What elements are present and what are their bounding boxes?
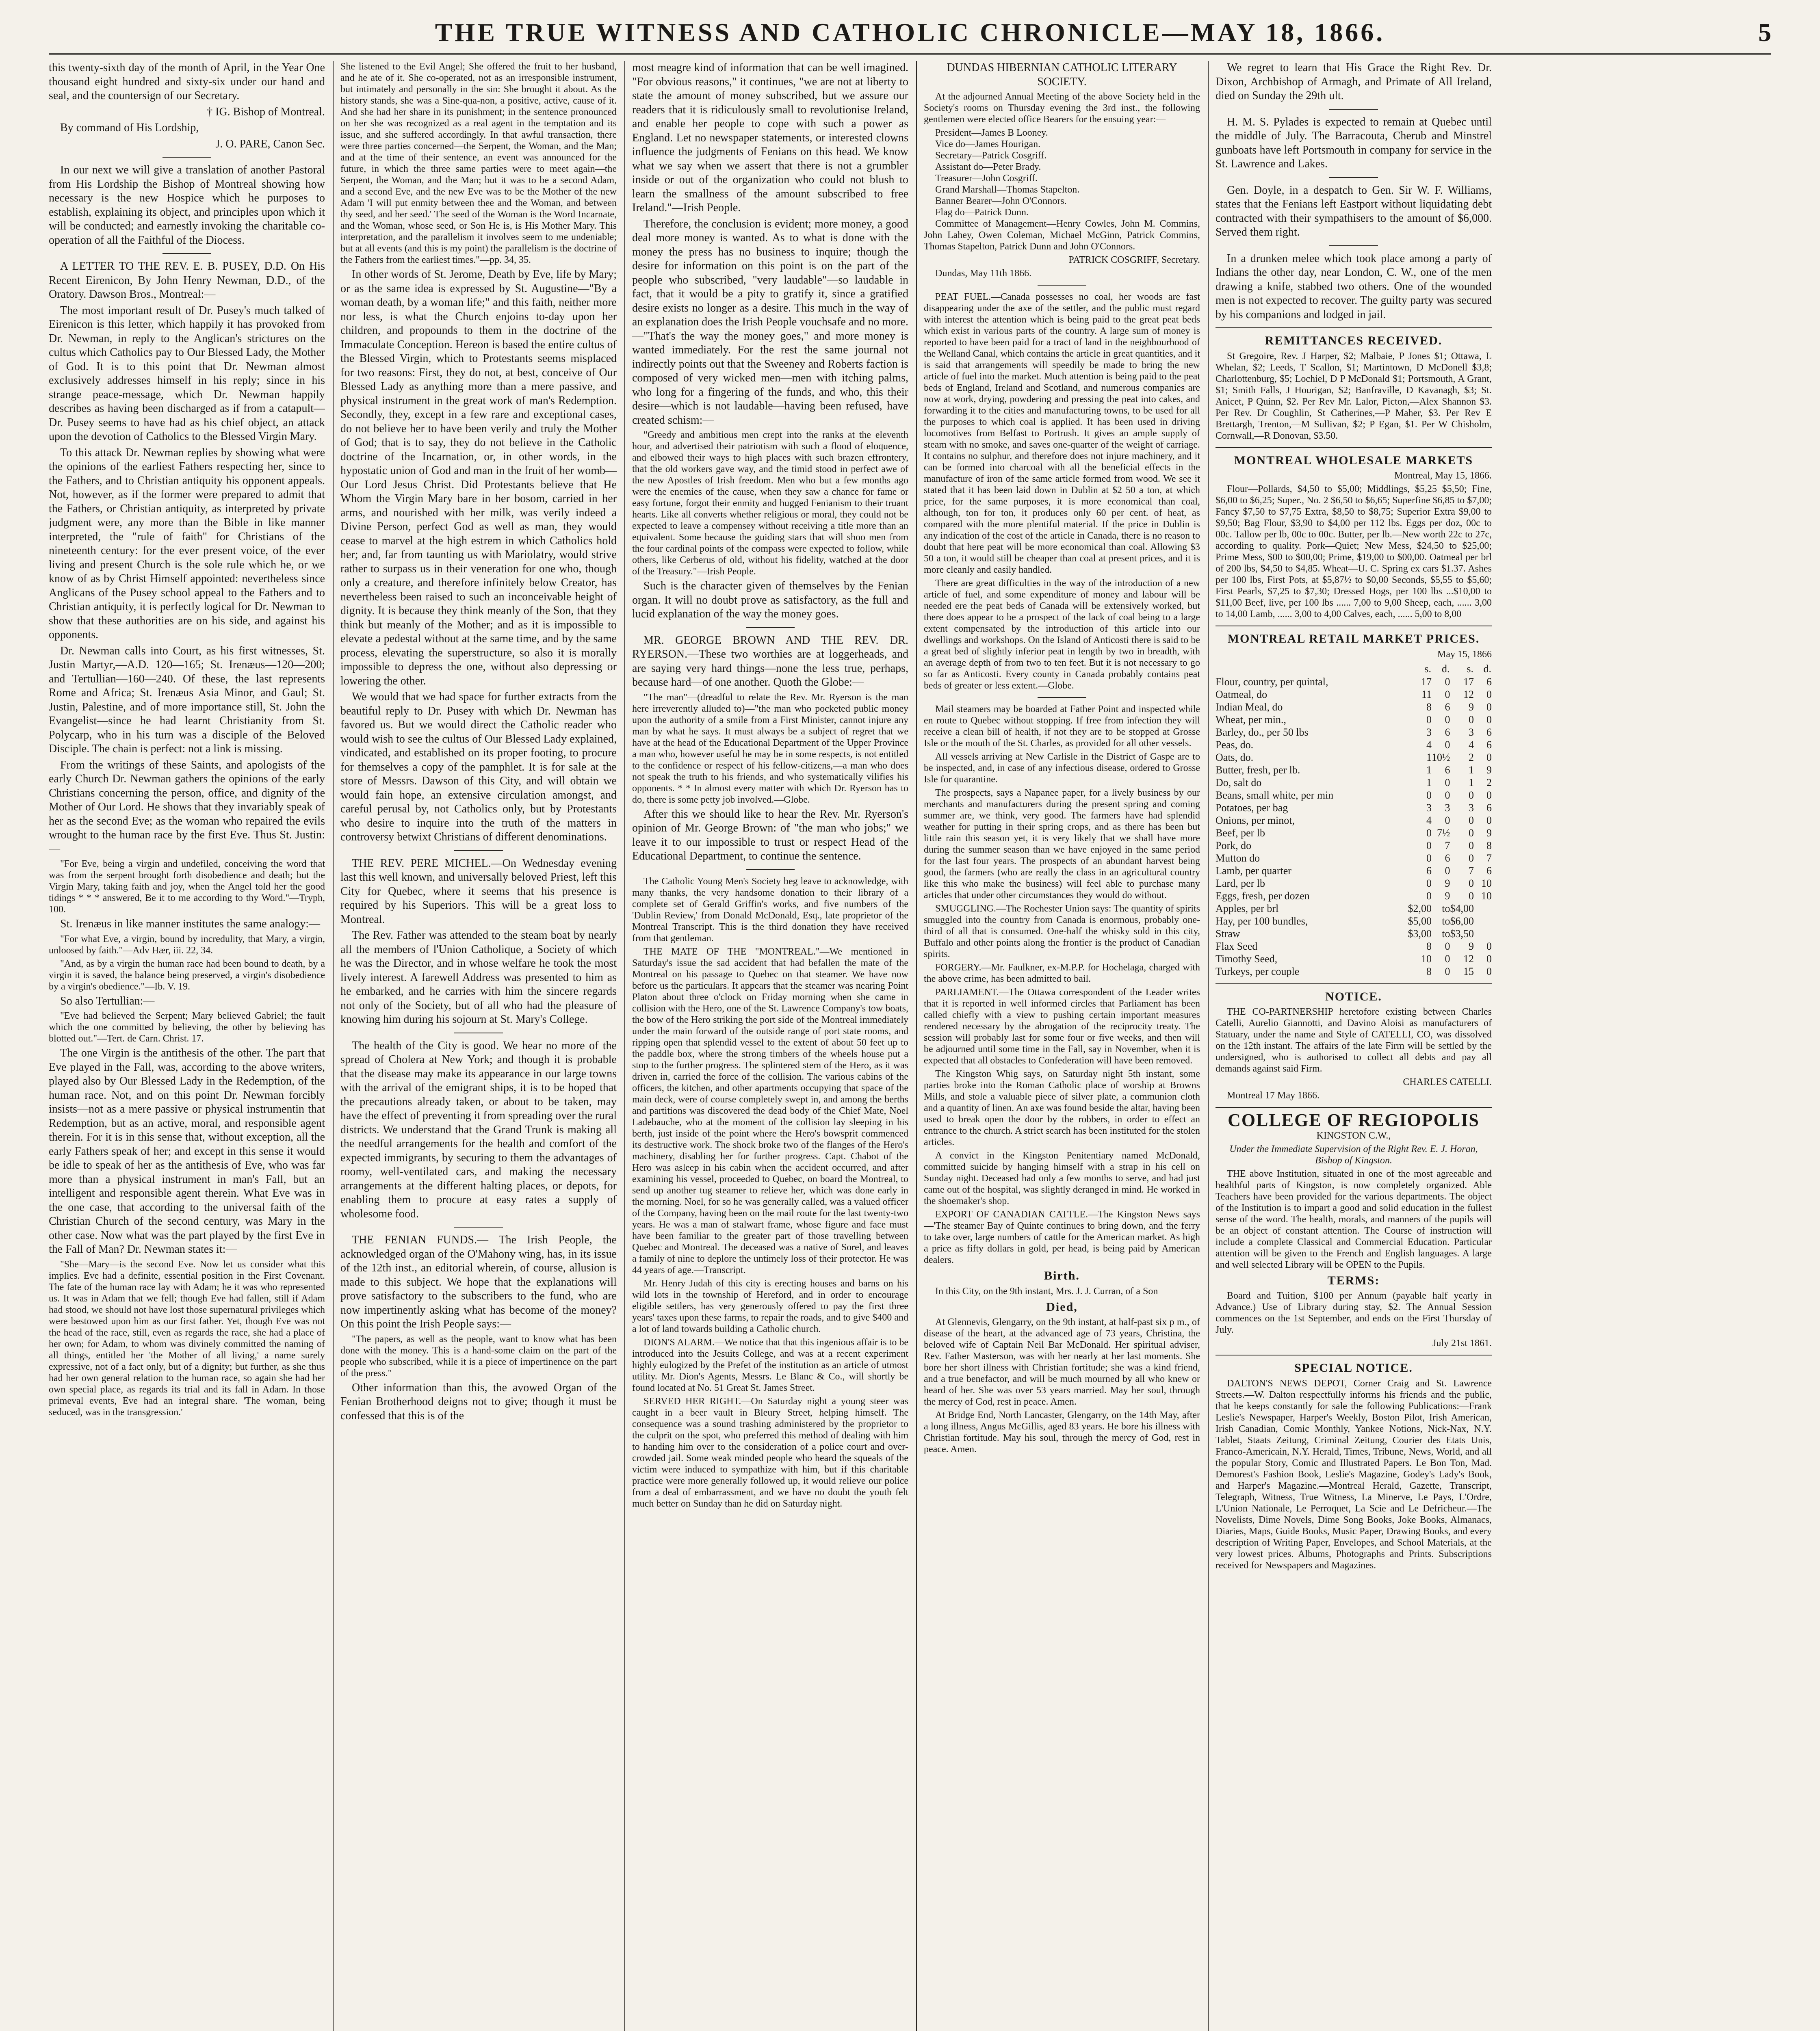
retail-heading: MONTREAL RETAIL MARKET PRICES. — [1227, 632, 1480, 645]
college-text: THE above Institution, situated in one of the most agreeable and healthful parts of Kingston, is now completely organized. Able Teachers have been provided for the various departments. The object of the Institution is to impart a good and solid education in the fullest sense of the word. The health, morals, and manners of the pupils will be an object of constant attention. The Course of instruction will include a complete Classical and Commercial Education. Particular attention will be given to the French and English languages. A large and well selected Library will be OPEN to the Pupils. — [1216, 1168, 1492, 1270]
brown-heading: MR. GEORGE BROWN AND THE REV. DR. RYERSON. — [632, 634, 908, 660]
retail-item: Mutton do — [1216, 852, 1260, 864]
retail-item: Lard, per lb — [1216, 877, 1265, 889]
retail-value: 8 — [1486, 839, 1492, 851]
retail-value: to — [1442, 915, 1450, 927]
table-row — [1216, 688, 1492, 701]
retail-value: 6 — [1445, 852, 1450, 864]
retail-item: Eggs, fresh, per dozen — [1216, 890, 1310, 902]
table-row — [1216, 890, 1492, 902]
retail-value: 6 — [1445, 726, 1450, 738]
death-notice: At Glennevis, Glengarry, on the 9th instant, at half-past six p m., of disease of the heart, at the advanced age of 73 years, Christina, the beloved wife of Captain Neil Bar McDonald. Her spiritual adviser, Rev. Father Masterson, was with her nearly at her last moments. She bore her short illness with Christian fortitude; she was a kind friend, and a true benefactor, and will be much mourned by all who knew or heard of her. She was over 53 years married. May her soul, through the mercy of God, rest in peace. Amen. — [924, 1317, 1200, 1407]
article-paragraph: Dr. Newman calls into Court, as his first witnesses, St. Justin Martyr,—A.D. 120—165; St. Irenæus—120—200; and Tertullian—160—240. Of these, the last represents Rome and Africa; St. Irenæus Asia Minor, and Gaul; St. Justin, Palestine, and of more importance still, St. John the Evangelist—since he had learnt Christianity from St. Polycarp, who in his turn was a disciple of the Beloved Disciple. The chain is perfect: not a link is missing. — [49, 644, 325, 755]
retail-item: Potatoes, per bag — [1216, 801, 1288, 814]
retail-value — [1474, 915, 1492, 927]
notice-signature: CHARLES CATELLI. — [1403, 1077, 1492, 1087]
retail-value: 2 — [1486, 776, 1492, 788]
table-row — [1216, 738, 1492, 751]
quotation: "The papers, as well as the people, want to know what has been done with the money. This is a hand-some claim on the part of the people who subscribed, while it is a piece of impertinence on the part of the press." — [340, 1334, 617, 1379]
article-paragraph: To this attack Dr. Newman replies by showing what were the opinions of the earliest Fathers respecting her, since to the Fathers, and to Christian antiquity his opponent appeals. Not, however, as if the former were prepared to admit that the Fathers, or Christian antiquity, as interpreted by private judgment were, any more than the Bible in like manner interpreted, the "rule of faith" for Christians of the nineteenth century: for the ever present voice, of the ever living and present Church is the sole rule which he, or we know of as by Christ Himself appointed: nevertheless since Anglicans of the Pusey school appeal to the Fathers and to Christian antiquity, it is perfectly logical for Dr. Newman to show that these authorities are on his side, and against his opponents. — [49, 446, 325, 641]
committee: Committee of Management—Henry Cowles, John M. Commins, John Lahey, Owen Coleman, Michael McGinn, Patrick Commins, Thomas Stapelton, Patrick Dunn and John O'Connors. — [924, 219, 1200, 252]
retail-item: Beans, small white, per min — [1216, 789, 1334, 801]
retail-value: 9 — [1469, 701, 1474, 713]
officer: President—James B Looney. — [935, 128, 1048, 138]
retail-item: Indian Meal, do — [1216, 701, 1283, 713]
smuggling-item: SMUGGLING.—The Rochester Union says: The quantity of spirits smuggled into the country from Canada is enormous, probably one-third of all that is consumed. One-half the whisky sold in this city, Buffalo and other points along the frontier is the product of Canadian spirits. — [924, 903, 1200, 959]
column-rule — [333, 61, 334, 2031]
retail-value: 4 — [1426, 738, 1432, 751]
table-row — [1216, 827, 1492, 839]
retail-value: 0 — [1486, 940, 1492, 952]
retail-value: 1 — [1426, 776, 1432, 788]
retail-value: to — [1442, 927, 1450, 940]
retail-date: May 15, 1866 — [1437, 649, 1492, 660]
retail-value: 12 — [1463, 688, 1474, 700]
retail-table — [1216, 662, 1492, 978]
officer: Flag do—Patrick Dunn. — [935, 207, 1029, 218]
divider — [162, 157, 211, 158]
divider — [1216, 447, 1492, 448]
news-item: In a drunken melee which took place among a party of Indians the other day, near London, C. W., one of the men drawing a knife, stabbed two others. One of the wounded men is not expected to recover. The guilty party was secured by his companions and lodged in jail. — [1216, 252, 1492, 321]
retail-value: 0 — [1445, 864, 1450, 877]
table-row — [1216, 776, 1492, 789]
retail-item: Apples, per brl — [1216, 902, 1279, 914]
retail-value: 6 — [1426, 864, 1432, 877]
retail-item: Pork, do — [1216, 839, 1252, 851]
retail-item: Do, salt do — [1216, 776, 1262, 788]
retail-value: 0 — [1469, 789, 1474, 801]
retail-value: 15 — [1463, 965, 1474, 977]
retail-value: 3 — [1426, 801, 1432, 814]
death-notice: At Bridge End, North Lancaster, Glengarry, on the 14th May, after a long illness, Angus McGillis, aged 83 years. He bore his illness with Christian fortitude. May his soul, through the mercy of God, rest in peace. Amen. — [924, 1410, 1200, 1455]
fenian-item — [340, 1233, 617, 1332]
retail-value: 1 — [1469, 776, 1474, 788]
table-row — [1216, 915, 1492, 927]
news-item: Gen. Doyle, in a despatch to Gen. Sir W. F. Williams, states that the Fenians left Eastport without liquidating debt contracted with their sympathisers to the amount of $6,000. Served them right. — [1216, 184, 1492, 238]
column-rule — [624, 61, 625, 2031]
retail-item: Hay, per 100 bundles, — [1216, 915, 1308, 927]
convict-item: A convict in the Kingston Penitentiary named McDonald, committed suicide by hanging himself with a strap in his cell on Sunday night. Deceased had only a few months to serve, and had just came out of the hospital, was slightly deranged in mind. He worked in the shoemaker's shop. — [924, 1150, 1200, 1206]
retail-item: Flour, country, per quintal, — [1216, 676, 1328, 688]
retail-value: 8 — [1426, 701, 1432, 713]
pusey-heading: A LETTER TO THE REV. E. B. PUSEY, D.D. On His Recent Eirenicon, By John Henry Newman, D.D., of the Oratory. Dawson Bros., Montreal:— — [49, 260, 325, 301]
quotation: "And, as by a virgin the human race had been bound to death, by a virgin it is saved, the balance being preserved, a virgin's disobedience by a virgin's obedience."—Ib. V. 19. — [49, 958, 325, 992]
forgery-item: FORGERY.—Mr. Faulkner, ex-M.P.P. for Hochelaga, charged with the above crime, has been admitted to bail. — [924, 962, 1200, 984]
retail-value: 1 — [1469, 764, 1474, 776]
quotation: "The man"—(dreadful to relate the Rev. Mr. Ryerson is the man here irreverently alluded to)—"the man who pocketed public money upon the authority of a smile from a First Minister, cannot injure any man by what he says. It must always be a subject of regret that we have at the head of the Educational Department of the Upper Province a man who, however useful he may be in some respects, is not entitled to the confidence or respect of his fellow-citizens,—a man who does not speak the truth to his friends, and who systematically vilifies his opponents. * * In almost every matter with which Dr. Ryerson has to do, there is some petty job involved.—Globe. — [632, 692, 908, 805]
officer: Vice do—James Hourigan. — [935, 139, 1041, 149]
table-row — [1216, 877, 1492, 890]
article-paragraph: Other information than this, the avowed Organ of the Fenian Brotherhood deigns not to give; though it must be confessed that this is of the — [340, 1381, 617, 1422]
retail-value: 17 — [1463, 676, 1474, 688]
retail-value: 0 — [1426, 827, 1432, 839]
judah-item: Mr. Henry Judah of this city is erecting houses and barns on his wild lots in the township of Hereford, and in order to encourage eligible settlers, has very generously offered to pay the first three years' taxes upon these farms, to repair the roads, and to give $400 and a lot of land towards building a Catholic church. — [632, 1278, 908, 1334]
notice-heading: NOTICE. — [1325, 990, 1382, 1003]
retail-value: 6 — [1486, 738, 1492, 751]
article-paragraph: From the writings of these Saints, and apologists of the early Church Dr. Newman gathers the opinions of the early Christians concerning the person, office, and dignity of the Mother of Our Lord. He shows that they invariably speak of her as the second Eve; as the woman who repaired the evils wrought to the human race by the first Eve. Thus St. Justin:— — [49, 758, 325, 855]
dion-item: DION'S ALARM.—We notice that that this ingenious affair is to be introduced into the Jesuits College, and was at a recent experiment highly eulogized by the Prefet of the institution as an article of utmost utility. Mr. Dion's Agents, Messrs. Le Blanc & Co., will shortly be found located at No. 51 Great St. James Street. — [632, 1337, 908, 1393]
divider — [1216, 983, 1492, 984]
retail-value: 4 — [1469, 738, 1474, 751]
retail-value: 0 — [1426, 839, 1432, 851]
article-paragraph: St. Irenæus in like manner institutes the same analogy:— — [60, 918, 320, 930]
retail-value: 9 — [1445, 890, 1450, 902]
retail-value: 0 — [1445, 713, 1450, 725]
retail-value: 3 — [1469, 801, 1474, 814]
retail-value: 0 — [1486, 965, 1492, 977]
column-header: s. — [1424, 663, 1431, 675]
retail-value: $4,00 — [1450, 902, 1474, 914]
divider — [162, 253, 211, 254]
retail-value: 0 — [1445, 940, 1450, 952]
article-paragraph: In other words of St. Jerome, Death by Eve, life by Mary; or as the same idea is expressed by St. Augustine—"By a woman death, by a woman life;" and this faith, neither more nor less, is what the Church enjoins to-day upon her children, and propounds to them in the doctrine of the Immaculate Conception. Hereon is based the entire cultus of the Blessed Virgin, which to Protestants seems misplaced for two reasons: First, they do not, at best, conceive of Our Blessed Lady as anything more than a mere passive, and physical instrument in the great work of man's Redemption. Secondly, they, except in a few rare and exceptional cases, do not believe her to have been verily and truly the Mother of God; that is to say, they do not believe in the Catholic doctrine of the Incarnation, or, in other words, in the hypostatic union of God and man in the fruit of her womb—Our Lord Jesus Christ. Did Protestants believe that He Whom the Virgin Mary bare in her bosom, carried in her arms, and nourished with her milk, was verily indeed a Divine Person, perfect God as well as man, they would cease to marvel at the high estrem in which Catholics hold her; and, far from taunting us with Mariolatry, would strive rather to surpass us in their veneration for one who, though only a creature, and therefore infinitely below Creator, has nevertheless been raised to such an inconceivable height of dignity. It is because they think meanly of the Son, that they think but meanly of the Mother; and as it is impossible to elevate a pedestal without at the same time, and by the same process, elevating the superstructure, so also it is morally impossible to depress the one, without also depressing or lowering the other. — [340, 268, 617, 687]
officer: Banner Bearer—John O'Connors. — [935, 196, 1067, 206]
parliament-item: PARLIAMENT.—The Ottawa correspondent of the Leader writes that it is reported in well informed circles that Parliament has been called chiefly with a view to pushing certain important measures rendered necessary by the abrogation of the reciprocity treaty. The session will probably last for some four or five weeks, and then will be adjourned until some time in the Fall, say in November, when it is expected that all obstacles to Confederation will have been removed. — [924, 987, 1200, 1066]
article-paragraph: The Rev. Father was attended to the steam boat by nearly all the members of l'Union Catholique, a Society of which he was the Director, and in whose welfare he took the most lively interest. A farewell Address was presented to him as he embarked, and he carries with him the sincere regards not only of the Society, but of all who had the pleasure of knowing him during his sojourn at St. Mary's College. — [340, 929, 617, 1026]
retail-item: Butter, fresh, per lb. — [1216, 764, 1300, 776]
table-row — [1216, 801, 1492, 814]
retail-value: $5,00 — [1408, 915, 1432, 927]
retail-item: Straw — [1216, 927, 1240, 940]
retail-value: 9 — [1469, 940, 1474, 952]
divider — [1216, 1107, 1492, 1108]
table-row — [1216, 676, 1492, 688]
retail-value: 0 — [1445, 738, 1450, 751]
retail-item: Beef, per lb — [1216, 827, 1265, 839]
column-5-inner — [1216, 61, 1492, 1573]
retail-value: 6 — [1445, 764, 1450, 776]
retail-value: 3 — [1445, 801, 1450, 814]
notice-text: THE CO-PARTNERSHIP heretofore existing between Charles Catelli, Aurelio Giannotti, and Davino Aloisi as manufacturers of Statuary, under the name and Style of CATELLI, CO, was dissolved on the 12th instant. The affairs of the late Firm will be settled by the undersigned, who is authorised to collect all debts and pay all demands against said Firm. — [1216, 1007, 1492, 1074]
retail-value — [1474, 927, 1492, 940]
officer: Secretary—Patrick Cosgriff. — [935, 150, 1047, 161]
page-number: 5 — [1758, 18, 1771, 47]
hospice-notice: In our next we will give a translation of another Pastoral from His Lordship the Bishop of Montreal showing how necessary is the new Hospice which he purposes to establish, explaining its object, and principles upon which it will be conducted; and earnestly invoking the charitable co-operation of all the Faithful of the Diocess. — [49, 164, 325, 247]
divider — [746, 627, 795, 628]
retail-value: 3 — [1426, 726, 1432, 738]
table-row — [1216, 764, 1492, 776]
retail-value: 10 — [1481, 877, 1492, 889]
mate-article: THE MATE OF THE "MONTREAL."—We mentioned in Saturday's issue the sad accident that had befallen the mate of the Montreal on his passage to Quebec on that steamer. We have now before us the particulars. It appears that the steamer was nearing Point Platon about three o'clock on Friday morning when she came in collision with the Hero, one of the St. Lawrence Company's tow boats, the bow of the Hero striking the port side of the Montreal immediately under the main forward of the outside range of port state rooms, and ripping open that splendid vessel to the extent of about 50 feet up to the paddle box, where the strong timbers of the wheels house put a stop to the further progress. The splintered stem of the Hero, as it was driven in, carried the force of the collision. The various cabins of the officers, the kitchen, and other apartments occupying that space of the main deck, were of course completely swept in, and among the berths and partitions was discovered the dead body of the Chief Mate, Noel Ladebauche, who at the moment of the collision lay sleeping in his berth, just inside of the point where the Hero's bowsprit commenced its destructive work. The shock broke two of the flanges of the Hero's machinery, disabling her for further progress. Capt. Chabot of the Hero was asleep in his cabin when the accident occurred, and after examining his vessel, proceeded to Quebec, on board the Montreal, to send up another tug steamer to relieve her, which was done early in the morning. Noel, for so he was generally called, was a valued officer of the Company, having been on the mail route for the last twenty-two years. He was a man of stalwart frame, whose figure and face must have been familiar to the greater part of those travelling between Quebec and Montreal. The deceased was a native of Sorel, and leaves a family of nine to deplore the untimely loss of their protector. He was 44 years of age.—Transcript. — [632, 946, 908, 1275]
retail-item: Oats, do. — [1216, 751, 1254, 763]
column-3 — [632, 61, 908, 2031]
retail-value: 10½ — [1432, 751, 1450, 763]
divider — [1329, 177, 1378, 178]
retail-value: 0 — [1445, 688, 1450, 700]
special-text: DALTON'S NEWS DEPOT, Corner Craig and St. Lawrence Streets.—W. Dalton respectfully informs his friends and the public, that he keeps constantly for sale the following Publications:—Frank Leslie's Newspaper, Harper's Weekly, Boston Pilot, Irish American, Irish Canadian, Comic Monthly, Yankee Notions, Nick-Nax, N.Y. Tablet, Staats Zeitung, Criminal Zeitung, Courier des Etats Unis, Franco-Americain, N.Y. Herald, Times, Tribune, News, World, and all the popular Story, Comic and Illustrated Papers. Le Bon Ton, Mad. Demorest's Fashion Book, Leslie's Magazine, Godey's Lady's Book, and Harper's Magazine.—Montreal Herald, Gazette, Transcript, Telegraph, Witness, True Witness, La Minerve, Le Pays, L'Ordre, L'Union Nationale, Le Perroquet, La Scie and Le Defricheur.—The Novelists, Dime Novels, Dime Song Books, Joke Books, Almanacs, Diaries, Maps, Guide Books, Music Paper, Drawing Books, and every description of Writing Paper, Envelopes, and School Materials, at the very lowest prices. Albums, Photographs and Prints. Subscriptions received for Newspapers and Magazines. — [1216, 1378, 1492, 1571]
retail-value: 6 — [1486, 864, 1492, 877]
retail-value: 2 — [1469, 751, 1474, 763]
table-row — [1216, 713, 1492, 726]
column-header: s. — [1467, 663, 1473, 675]
retail-value: 0 — [1486, 953, 1492, 965]
column-1 — [49, 61, 325, 2031]
wholesale-date: Montreal, May 15, 1866. — [1394, 470, 1492, 481]
retail-value: 0 — [1486, 713, 1492, 725]
peat-article-2: There are great difficulties in the way of the introduction of a new article of fuel, and some expenditure of money and labour will be needed ere the peat beds of Canada will be extensively worked, but there does appear to be a prospect of the lack of coal being to a large extent compensated by the introduction of this article into our dwellings and workshops. On the Island of Anticosti there is said to be a great bed of slightly inferior peat in length by two in breadth, with an average depth of from two to ten feet. But it is not necessary to go so far as Anticosti. Every county in Canada probably contains peat beds of greater or less extent.—Globe. — [924, 578, 1200, 691]
retail-value: 0 — [1486, 701, 1492, 713]
article-paragraph: The one Virgin is the antithesis of the other. The part that Eve played in the Fall, was, according to the above writers, played also by Our Blessed Lady in the Redemption, of the human race. Not, and on this point Dr. Newman forcibly insists—not as a mere passive or physical instrumentin that Redemption, but as an active, moral, and responsible agent therein. For it is in this sense that, without exception, all the early Fathers speak of her; and except in this sense it would be idle to speak of her as the antithesis of Eve, who was far more than a physical instrument in man's Fall, but an intelligent and responsible agent therein. What Eve was in the one case, that according to the universal faith of the Christian Church of the second century, was Mary in the other case. Now what was the part played by the first Eve in the Fall of Man? Dr. Newman states it:— — [49, 1047, 325, 1256]
remittances-heading: REMITTANCES RECEIVED. — [1265, 334, 1443, 347]
retail-value: 0 — [1445, 814, 1450, 826]
retail-value: 10 — [1421, 953, 1432, 965]
columns — [49, 61, 1771, 2031]
table-row — [1216, 751, 1492, 764]
quotation: "For what Eve, a virgin, bound by incredulity, that Mary, a virgin, unloosed by faith."—Adv Hær, iii. 22, 34. — [49, 933, 325, 956]
wholesale-heading: MONTREAL WHOLESALE MARKETS — [1234, 453, 1473, 467]
terms-heading: TERMS: — [1327, 1273, 1380, 1287]
retail-item: Onions, per minot, — [1216, 814, 1295, 826]
retail-value: 7 — [1486, 852, 1492, 864]
retail-value: 0 — [1445, 676, 1450, 688]
quotation: "Eve had believed the Serpent; Mary believed Gabriel; the fault which the one committed by believing, the other by believing has blotted out."—Tert. de Carn. Christ. 17. — [49, 1011, 325, 1044]
quotation: She listened to the Evil Angel; She offered the fruit to her husband, and he ate of it. She co-operated, not as an irresponsible instrument, but intimately and personally in the sin: She brought it about. As the history stands, she was a Sine-qua-non, a positive, active, cause of it. And she had her share in its punishment; in the sentence pronounced on her she was recognized as a real agent in the temptation and its issue, and she suffered accordingly. In that awful transaction, there were three parties concerned—the Serpent, the Woman, and the Man; and at the time of their sentence, an event was announced for the future, in which the three same parties were to meet again—the Serpent, the Woman, and the Man; but it was to be a second Adam, and a second Eve, and the new Eve was to be the Mother of the new Adam 'I will put enmity between thee and the Woman, and between thy seed, and her seed.' The seed of the Woman is the Word Incarnate, and the Woman, whose seed, or Son He is, is His Mother Mary. This interpretation, and the parallelism it involves seem to me undeniable; but at all events (and this is my point) the parallelism is the doctrine of the Fathers from the earliest times."—pp. 34, 35. — [340, 61, 617, 265]
table-row — [1216, 789, 1492, 801]
retail-item: Turkeys, per couple — [1216, 965, 1300, 977]
secretary-signature: J. O. PARE, Canon Sec. — [215, 137, 325, 150]
retail-value: 9 — [1445, 877, 1450, 889]
retail-value: 6 — [1445, 701, 1450, 713]
served-item: SERVED HER RIGHT.—On Saturday night a young steer was caught in a beer vault in Bleury Street, helping himself. The consequence was a sound trashing administered by the proprietor to the culprit on the spot, who preferred this method of dealing with him to handing him over to the consideration of a police court and over-crowded jail. Some weak minded people who heard the squeals of the victim were induced to sympathize with him, but if this charitable practice were more generally followed up, it would relieve our police from a deal of embarrassment, and we have no doubt the youth felt much better on Sunday than he did on Saturday night. — [632, 1396, 908, 1509]
mail-item: Mail steamers may be boarded at Father Point and inspected while en route to Quebec without stopping. If free from infection they will receive a clean bill of health, if not they are to be stopped at Grosse Isle or the mouth of the St. Charles, as provided for all other vessels. — [924, 704, 1200, 749]
retail-value: 0 — [1469, 814, 1474, 826]
vessels-item: All vessels arriving at New Carlisle in the District of Gaspe are to be inspected, and, in case of any infectious disease, ordered to Grosse Isle for quarantine. — [924, 751, 1200, 785]
special-heading: SPECIAL NOTICE. — [1294, 1361, 1413, 1375]
officer: Assistant do—Peter Brady. — [935, 162, 1041, 172]
officer: Grand Marshall—Thomas Stapelton. — [935, 184, 1080, 195]
michel-item — [340, 857, 617, 927]
retail-item: Lamb, per quarter — [1216, 864, 1291, 877]
divider — [1038, 697, 1086, 698]
retail-value: 1 — [1426, 751, 1432, 763]
retail-value: $3,50 — [1450, 927, 1474, 940]
retail-value: 0 — [1445, 776, 1450, 788]
dateline: Dundas, May 11th 1866. — [935, 268, 1032, 279]
table-row — [1216, 726, 1492, 738]
retail-value: 9 — [1486, 764, 1492, 776]
table-row — [1216, 940, 1492, 953]
retail-value: 11 — [1421, 688, 1432, 700]
retail-value: $2,00 — [1408, 902, 1432, 914]
college-place: KINGSTON C.W., — [1316, 1130, 1391, 1141]
retail-value: 0 — [1445, 789, 1450, 801]
remittances: St Gregoire, Rev. J Harper, $2; Malbaie, P Jones $1; Ottawa, L Whelan, $2; Leeds, T Scallon, $1; Martintown, D McDonell $3,8; Charlottenburg, $5; Lochiel, D P McDonald $1; Portsmouth, A Grant, $1; Smith Falls, J Hourigan, $2; Banfraville, D Kavanagh, $3; St. Anicet, P Quinn, $2. Per Rev Mr. Lalor, Picton,—Alex Shannon $3. Per Rev. Dr Coughlin, St Catherines,—P Maher, $3. Per Rev E Brettargh, Trenton,—M Sullivan, $2; P Egan, $1. Per W Chisholm, Cornwall,—R Donovan, $3.50. — [1216, 351, 1492, 441]
retail-item: Timothy Seed, — [1216, 953, 1278, 965]
retail-value: 0 — [1426, 789, 1432, 801]
michel-heading: THE REV. PERE MICHEL. — [352, 857, 491, 870]
table-row — [1216, 814, 1492, 827]
column-rule — [916, 61, 917, 2031]
article-paragraph: After this we should like to hear the Rev. Mr. Ryerson's opinion of Mr. George Brown: of "the man who jobs;" we leave it to our impossible to trust or respect Head of the Educational Department, to continue the sentence. — [632, 808, 908, 862]
peat-article: PEAT FUEL.—Canada possesses no coal, her woods are fast disappearing under the axe of the settler, and the public must regard with interest the attention which is being paid to the great peat beds which exist in various parts of the country. A large sum of money is reported to have been paid for a tract of land in the neighbourhood of the Welland Canal, which contains the article in great quantities, and it is said that arrangements will speedily be made to bring the new article of fuel into the market. Much attention is being paid to the peat beds of England, Ireland and Scotland, and numerous companies are now at work, drying, powdering and pressing the peat into cakes, and forwarding it to the cities and manufacturing towns, to be used for all the purposes to which coal is applied. It has been used in driving locomotives from Belfast to Portrush. It gives an ample supply of steam with no smoke, and saves one-quarter of the weight of carriage. It contains no sulphur, and therefore does not injure machinery, and it can be formed into charcoal with all the beneficial effects in the manufacture of iron of the same article formed from wood. We see it stated that it has been laid down in Dublin at $2 50 a ton, at which price, for the same purposes, it is more economical than coal, although, ton for ton, it produces only 60 per cent. of heat, as compared with the more plentiful material. If the price in Dublin is any indication of the cost of the article in Canada, there is no reason to doubt that here peat will be more economical than coal. Allowing $3 50 a ton, it would still be cheaper than coal at present prices, and it is more cleanly and easily handled. — [924, 292, 1200, 575]
divider — [1329, 245, 1378, 246]
table-row — [1216, 953, 1492, 965]
table-row — [1216, 902, 1492, 915]
retail-value: 0 — [1469, 839, 1474, 851]
column-2 — [340, 61, 617, 2031]
retail-value: 4 — [1426, 814, 1432, 826]
wholesale-prices: Flour—Pollards, $4,50 to $5,00; Middlings, $5,25 $5,50; Fine, $6,00 to $6,25; Super., No. 2 $6,50 to $6,65; Superfine $6,85 to $7,00; Fancy $7,50 to $7,75 Extra, $8,50 to $8,75; Superior Extra $9,00 to $9,50; Bag Flour, $3,90 to $4,00 per 112 lbs. Eggs per doz, 00c to 00c. Tallow per lb, 00c to 00c. Butter, per lb.—New worth 22c to 27c, according to quality. Pork—Quiet; New Mess, $24,50 to $25,00; Prime Mess, $00 to $00,00; Prime, $19,00 to $00,00. Oatmeal per brl of 200 lbs, $4,50 to $4,85. Wheat—U. C. Spring ex cars $1.37. Ashes per 100 lbs, First Pots, at $5,87½ to $0,00 Seconds, $5,55 to $5,60; First Pearls, $7,25 to $7,30; Dressed Hogs, per 100 lbs ...$10,00 to $11,00 Beef, live, per 100 lbs ...... 7,00 to 9,00 Sheep, each, ...... 3,00 to 14,00 Lamb, ...... 3,00 to 4,00 Calves, each, ...... 5,00 to 8,00 — [1216, 484, 1492, 619]
retail-value: 0 — [1426, 713, 1432, 725]
article-paragraph: So also Tertullian:— — [60, 994, 155, 1007]
divider — [1329, 109, 1378, 110]
cattle-item: EXPORT OF CANADIAN CATTLE.—The Kingston News says—'The steamer Bay of Quinte continues to bring down, and the ferry to take over, large numbers of cattle for the American market. As high a price as fifty dollars in gold, per head, is being paid by American dealers. — [924, 1209, 1200, 1265]
bishop-signature: † IG. Bishop of Montreal. — [207, 105, 325, 118]
officers-list — [924, 127, 1200, 218]
health-item: The health of the City is good. We hear no more of the spread of Cholera at New York; and though it is probable that the disease may make its appearance in our large towns with the arrival of the emigrant ships, it is to be hoped that the precautions already taken, or about to be taken, may have the effect of preventing it from spreading over the rural districts. We understand that the Grand Trunk is making all the needful arrangements for the health and comfort of the expected immigrants, by securing to them the advantages of roomy, well-ventilated cars, and making the necessary arrangements at the different halting places, or depots, for enabling them to procure at easy rates a supply of wholesome food. — [340, 1039, 617, 1220]
masthead — [49, 16, 1771, 55]
retail-value: 0 — [1426, 890, 1432, 902]
retail-value: 12 — [1463, 953, 1474, 965]
fenian-text: — The Irish People, the acknowledged organ of the O'Mahony wing, has, in its issue of the 12th inst., an editorial wherein, of course, allusion is made to this subject. We hope that the explanations will prove satisfactory to the subscribers to the fund, who are now impertinently asking what has become of the money? On this point the Irish People says:— — [340, 1234, 617, 1330]
table-row — [1216, 852, 1492, 864]
retail-value: 0 — [1486, 814, 1492, 826]
news-item: We regret to learn that His Grace the Right Rev. Dr. Dixon, Archbishop of Armagh, and Primate of All Ireland, died on Sunday the 29th ult. — [1216, 61, 1492, 102]
divider — [454, 850, 503, 851]
hibernian-heading: DUNDAS HIBERNIAN CATHOLIC LITERARY SOCIETY. — [947, 61, 1177, 88]
terms-text: Board and Tuition, $100 per Annum (payable half yearly in Advance.) Use of Library during stay, $2. The Annual Session commences on the 1st September, and ends on the First Thursday of July. — [1216, 1290, 1492, 1335]
college-heading: COLLEGE OF REGIOPOLIS — [1228, 1110, 1480, 1130]
retail-value: 0 — [1469, 827, 1474, 839]
brown-text: —These two worthies are at loggerheads, and are saying very hard things—none the less true, perhaps, because hard—of one another. Quoth the Globe:— — [632, 648, 908, 689]
retail-value: 8 — [1426, 965, 1432, 977]
birth-heading: Birth. — [1044, 1269, 1080, 1282]
pastoral-closing: this twenty-sixth day of the month of April, in the Year One thousand eight hundred and sixty-six under our hand and seal, and the countersign of our Secretary. — [49, 61, 325, 102]
society-notice: The Catholic Young Men's Society beg leave to acknowledge, with many thanks, the very handsome donation to their library of a complete set of Gerald Griffin's works, and five numbers of the 'Dublin Review,' from Donald McDonald, Esq., late proprietor of the Montreal Transcript. This is the third donation they have received from that gentleman. — [632, 876, 908, 944]
prospects-item: The prospects, says a Napanee paper, for a lively business by our merchants and manufacturers during the present spring and coming summer are, we think, very good. The farmers have had splendid weather for putting in their spring crops, and as there has been but little rain this season yet, it is very likely that we shall have more during the summer season than we have enjoyed in the same period for the last four years. The prospects of an abundant harvest being good, the farmers (who are really the class in an agricultural country like this who make the business) will feel able to purchase many articles that under other circumstances they would do without. — [924, 788, 1200, 901]
retail-value: 0 — [1486, 751, 1492, 763]
retail-value: 0 — [1445, 953, 1450, 965]
article-paragraph: Therefore, the conclusion is evident; more money, a good deal more money is wanted. As to what is done with the money the press has no business to inquire; though the desire for information on this point is on the part of the people who subscribed, "very laudable"—so laudable in fact, that it would be a pity to gratify it, since a gratified desire exists no longer as a desire. This much in the way of an explanation does the Irish People vouchsafe and no more.—"That's the way the money goes," and more money is wanted immediately. For the rest the same journal not indirectly points out that the Sweeney and Roberts faction is composed of very wicked men—men with itching palms, who long for a fingering of the funds, and who, this their desire—which is not laudable—having been refused, have created schism:— — [632, 217, 908, 427]
retail-item: Wheat, per min., — [1216, 713, 1286, 725]
quotation: "Greedy and ambitious men crept into the ranks at the eleventh hour, and advertised their patriotism with such a flood of eloquence, and elbowed their ways to high places with such brazen effrontery, that the old workers gave way, and the timid stood in perfect awe of the new Apostles of Irish freedom. Men who but a few months ago were the enemies of the cause, when they saw a chance for fame or easy fortune, forgot their enmity and hugged Fenianism to their truant hearts. Like all converts whether religious or moral, they could not be expected to leave a compensey without receiving a title more than an equivalent. Some because the guiding stars that will shoo men from the four cardinal points of the compass were expected to follow, while others, like Cerberus of old, without his fidelity, watched at the door of the Treasury."—Irish People. — [632, 430, 908, 577]
fenian-heading: THE FENIAN FUNDS. — [352, 1234, 477, 1246]
retail-value: $6,00 — [1450, 915, 1474, 927]
masthead-title: THE TRUE WITNESS AND CATHOLIC CHRONICLE—MAY 18, 1866. — [435, 18, 1385, 47]
retail-value: 7 — [1469, 864, 1474, 877]
retail-value: $3,00 — [1408, 927, 1432, 940]
quotation: "For Eve, being a virgin and undefiled, conceiving the word that was from the serpent brought forth disobedience and death; but the Virgin Mary, taking faith and joy, when the Angel told her the good tidings * * * answered, Be it to me according to thy Word."—Tryph, 100. — [49, 859, 325, 915]
article-paragraph: The most important result of Dr. Pusey's much talked of Eirenicon is this letter, which happily it has provoked from Dr. Newman, in reply to the Anglican's strictures on the cultus which Catholics pay to Our Blessed Lady, the Mother of God. It is to this point that Dr. Newman almost exclusively addresses himself in his reply; since in his strange peace-message, which Dr. Newman happily describes as having been discharged as if from a catapult—Dr. Pusey seems to have had as his chief object, an attack upon the devotion of Catholics to the Blessed Virgin Mary. — [49, 304, 325, 443]
table-row — [1216, 839, 1492, 852]
table-header — [1216, 662, 1492, 676]
column-rule — [1208, 61, 1209, 2031]
column-header: d. — [1442, 663, 1450, 675]
column-header: d. — [1483, 663, 1491, 675]
retail-value: 0 — [1469, 877, 1474, 889]
retail-value: 0 — [1426, 852, 1432, 864]
retail-value: 3 — [1469, 726, 1474, 738]
table-row — [1216, 965, 1492, 978]
retail-value: 7 — [1445, 839, 1450, 851]
retail-item: Oatmeal, do — [1216, 688, 1268, 700]
retail-value: 0 — [1445, 965, 1450, 977]
retail-value: to — [1442, 902, 1450, 914]
article-paragraph: Such is the character given of themselves by the Fenian organ. It will no doubt prove as satisfactory, as the full and lucid explanation of the way the money goes. — [632, 580, 908, 620]
retail-value — [1474, 902, 1492, 915]
column-5 — [1216, 61, 1771, 2031]
officer: Treasurer—John Cosgriff. — [935, 173, 1038, 184]
command-line: By command of His Lordship, — [60, 121, 199, 134]
birth-notice: In this City, on the 9th instant, Mrs. J. J. Curran, of a Son — [935, 1286, 1158, 1297]
michel-text: —On Wednesday evening last this well known, and universally beloved Priest, left this City for Quebec, where it seems that his presence is required by his Superiors. This will be a great loss to Montreal. — [340, 857, 617, 926]
retail-value: 0 — [1469, 890, 1474, 902]
divider — [454, 1227, 503, 1228]
retail-value: 7½ — [1437, 827, 1450, 839]
retail-value: 1 — [1426, 764, 1432, 776]
retail-item: Flax Seed — [1216, 940, 1258, 952]
brown-item — [632, 634, 908, 690]
retail-value: 0 — [1469, 713, 1474, 725]
retail-value: 10 — [1481, 890, 1492, 902]
retail-value: 8 — [1426, 940, 1432, 952]
retail-value: 0 — [1426, 877, 1432, 889]
divider — [1038, 285, 1086, 286]
retail-item: Peas, do. — [1216, 738, 1254, 751]
hibernian-text: At the adjourned Annual Meeting of the above Society held in the Society's rooms on Thursday evening the 3rd inst., the following gentlemen were elected office Bearers for the ensuing year:— — [924, 91, 1200, 125]
retail-value: 6 — [1486, 726, 1492, 738]
terms-date: July 21st 1861. — [1432, 1338, 1492, 1349]
article-paragraph: most meagre kind of information that can be well imagined. "For obvious reasons," it continues, "we are not at liberty to state the amount of money subscribed, but we assure our readers that it is ridiculously small to revolutionise Ireland, and enable her people to cope with such a power as England. Let no newspaper statements, or interested clowns influence the judgments of Fenians on this head. We know what we say when we assert that there is not a grumbler inside or out of the organization who could not blush to learn the smallness of the amount subscribed to free Ireland."—Irish People. — [632, 61, 908, 214]
column-4 — [924, 61, 1200, 2031]
secretary-signature: PATRICK COSGRIFF, Secretary. — [1068, 255, 1200, 265]
retail-value: 9 — [1486, 827, 1492, 839]
college-subtitle: Under the Immediate Supervision of the Right Rev. E. J. Horan, Bishop of Kingston. — [1229, 1143, 1478, 1166]
retail-value: 0 — [1486, 789, 1492, 801]
retail-value: 0 — [1469, 852, 1474, 864]
retail-item: Barley, do., per 50 lbs — [1216, 726, 1309, 738]
kingston-item: The Kingston Whig says, on Saturday night 5th instant, some parties broke into the Roman Catholic place of worship at Browns Mills, and stole a valuable piece of silver plate, a communion cloth and a quantity of linen. An axe was found beside the altar, having been used to break open the door by the robbers, in order to effect an entrance to the church. A strict search has been instituted for the stolen articles. — [924, 1069, 1200, 1148]
divider — [1216, 327, 1492, 328]
retail-value: 6 — [1486, 801, 1492, 814]
news-item: H. M. S. Pylades is expected to remain at Quebec until the middle of July. The Barracouta, Cherub and Minstrel gunboats have left Portsmouth in company for service in the St. Lawrence and Lakes. — [1216, 115, 1492, 170]
table-row — [1216, 864, 1492, 877]
retail-value: 0 — [1486, 688, 1492, 700]
notice-date: Montreal 17 May 1866. — [1227, 1090, 1320, 1101]
divider — [746, 869, 795, 870]
died-heading: Died, — [1046, 1300, 1078, 1314]
retail-value: 17 — [1421, 676, 1432, 688]
table-row — [1216, 701, 1492, 713]
quotation: "She—Mary—is the second Eve. Now let us consider what this implies. Eve had a definite, essential position in the First Covenant. The fate of the human race lay with Adam; he it was who represented us. It was in Adam that we fell; though Eve had fallen, still if Adam had stood, we should not have lost those supernatural privileges which were bestowed upon him as our first father. Yet, though Eve was not the head of the race, still, even as regards the race, she had a place of her own; for Adam, to whom was divinely committed the naming of all things, entitled her 'the Mother of all living,' a name surely expressive, not of a fact only, but of a dignity; but further, as she thus had her own general relation to the human race, so again she had her own special place, as regards its trial and its fall in Adam. In those primeval events, Eve had an integral share. 'The woman, being seduced, was in the transgression.' — [49, 1259, 325, 1418]
table-row — [1216, 927, 1492, 940]
article-paragraph: We would that we had space for further extracts from the beautiful reply to Dr. Pusey with which Dr. Newman has favored us. But we would direct the Catholic reader who would wish to see the cultus of Our Blessed Lady explained, vindicated, and established on its proper footing, to procure for themselves a copy of the pamphlet. It is for sale at the store of Messrs. Dawson of this City, and will obtain we would fain hope, an extensive circulation amongst, and careful perusal by, not Catholics only, but by Protestants who desire to inquire into the truth of the matters in controversy betwixt Christians of different denominations. — [340, 691, 617, 843]
retail-value: 6 — [1486, 676, 1492, 688]
